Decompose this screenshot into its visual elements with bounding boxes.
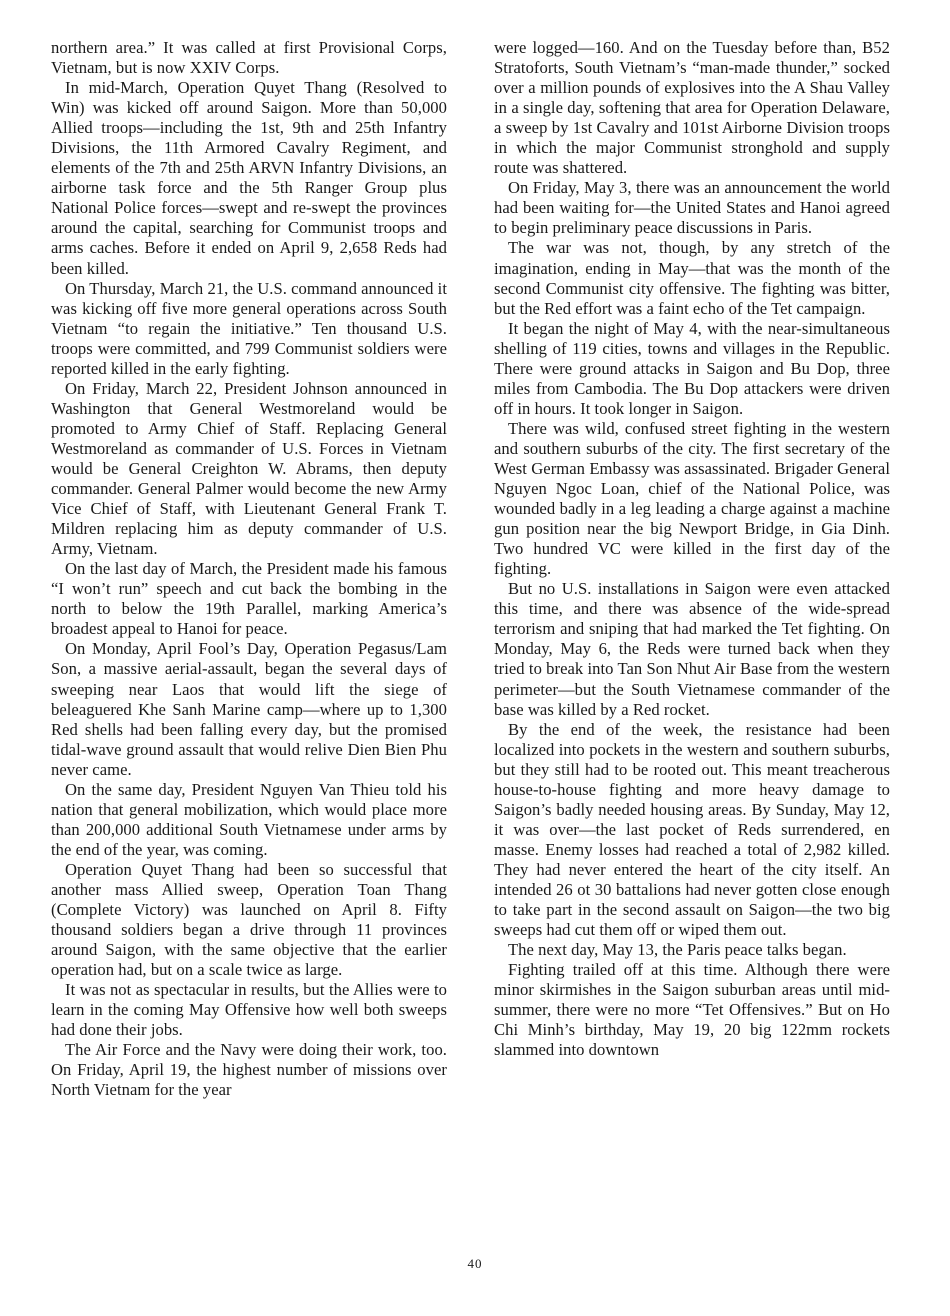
paragraph: In mid-March, Operation Quyet Thang (Resolved to Win) was kicked off around Saigon. More than 50,000 Allied troops—including the 1st, 9th and 25th Infantry Divisions, the 11th Armored Cavalry Regiment, and elements of the 7th and 25th ARVN Infantry Divisions, an airborne task force and the 5th Ranger Group plus National Police forces—swept and re-swept the provinces around the capital, searching for Communist troops and arms caches. Before it ended on April 9, 2,658 Reds had been killed.: [51, 78, 447, 278]
left-column: [51, 38, 447, 1100]
paragraph: The next day, May 13, the Paris peace talks began.: [508, 940, 847, 960]
paragraph: By the end of the week, the resistance had been localized into pockets in the western and southern suburbs, but they still had to be rooted out. This meant treacherous house-to-house fighting and more heavy damage to Saigon’s badly needed housing areas. By Sunday, May 12, it was over—the last pocket of Reds surrendered, en masse. Enemy losses had reached a total of 2,982 killed. They had never entered the heart of the city itself. An intended 26 ot 30 battalions had never gotten close enough to take part in the second assault on Saigon—the two big sweeps had cut them off or wiped them out.: [494, 719, 890, 940]
paragraph: The Air Force and the Navy were doing their work, too. On Friday, April 19, the highest number of missions over North Vietnam for the year: [51, 1040, 447, 1100]
paragraph: On Thursday, March 21, the U.S. command announced it was kicking off five more general operations across South Vietnam “to regain the initiative.” Ten thousand U.S. troops were committed, and 799 Communist soldiers were reported killed in the early fighting.: [51, 278, 447, 378]
right-column: [494, 38, 890, 1060]
paragraph: It began the night of May 4, with the near-simultaneous shelling of 119 cities, towns and villages in the Republic. There were ground attacks in Saigon and Bu Dop, three miles from Cambodia. The Bu Dop attackers were driven off in hours. It took longer in Saigon.: [494, 318, 890, 418]
paragraph: On Monday, April Fool’s Day, Operation Pegasus/Lam Son, a massive aerial-assault, began the several days of sweeping near Laos that would lift the siege of beleaguered Khe Sanh Marine camp—where up to 1,300 Red shells had been falling every day, but the promised tidal-wave ground assault that would relive Dien Bien Phu never came.: [51, 639, 447, 779]
paragraph: But no U.S. installations in Saigon were even attacked this time, and there was absence of the wide-spread terrorism and sniping that had marked the Tet fighting. On Monday, May 6, the Reds were turned back when they tried to break into Tan Son Nhut Air Base from the western perimeter—but the South Vietnamese commander of the base was killed by a Red rocket.: [494, 579, 890, 719]
paragraph: On Friday, May 3, there was an announcement the world had been waiting for—the United States and Hanoi agreed to begin preliminary peace discussions in Paris.: [494, 178, 890, 238]
paragraph: It was not as spectacular in results, but the Allies were to learn in the coming May Offensive how well both sweeps had done their jobs.: [51, 980, 447, 1040]
paragraph: The war was not, though, by any stretch of the imagination, ending in May—that was the month of the second Communist city offensive. The fighting was bitter, but the Red effort was a faint echo of the Tet campaign.: [494, 238, 890, 318]
paragraph: were logged—160. And on the Tuesday before than, B52 Stratoforts, South Vietnam’s “man-made thunder,” socked over a million pounds of explosives into the A Shau Valley in a single day, softening that area for Operation Delaware, a sweep by 1st Cavalry and 101st Airborne Division troops in which the major Communist stronghold and supply route was shattered.: [494, 38, 890, 178]
paragraph: On Friday, March 22, President Johnson announced in Washington that General Westmoreland would be promoted to Army Chief of Staff. Replacing General Westmoreland as commander of U.S. Forces in Vietnam would be General Creighton W. Abrams, then deputy commander. General Palmer would become the new Army Vice Chief of Staff, with Lieutenant General Frank T. Mildren replacing him as deputy commander of U.S. Army, Vietnam.: [51, 378, 447, 559]
page-number: 40: [467, 1256, 483, 1271]
paragraph: There was wild, confused street fighting in the western and southern suburbs of the city. The first secretary of the West German Embassy was assassinated. Brigader General Nguyen Ngoc Loan, chief of the National Police, was wounded badly in a leg leading a charge against a machine gun position near the big Newport Bridge, in Gia Dinh. Two hundred VC were killed in the first day of the fighting.: [494, 418, 890, 579]
paragraph: Operation Quyet Thang had been so successful that another mass Allied sweep, Operation Toan Thang (Complete Victory) was launched on April 8. Fifty thousand soldiers began a drive through 11 provinces around Saigon, with the same objective that the earlier operation had, but on a scale twice as large.: [51, 859, 447, 980]
paragraph: On the same day, President Nguyen Van Thieu told his nation that general mobilization, which would place more than 200,000 additional South Vietnamese under arms by the end of the year, was coming.: [51, 779, 447, 859]
paragraph: Fighting trailed off at this time. Although there were minor skirmishes in the Saigon suburban areas until mid-summer, there were no more “Tet Offensives.” But on Ho Chi Minh’s birthday, May 19, 20 big 122mm rockets slammed into downtown: [494, 960, 890, 1060]
paragraph: northern area.” It was called at first Provisional Corps, Vietnam, but is now XXIV Corps.: [51, 38, 447, 78]
paragraph: On the last day of March, the President made his famous “I won’t run” speech and cut back the bombing in the north to below the 19th Parallel, marking America’s broadest appeal to Hanoi for peace.: [51, 559, 447, 639]
